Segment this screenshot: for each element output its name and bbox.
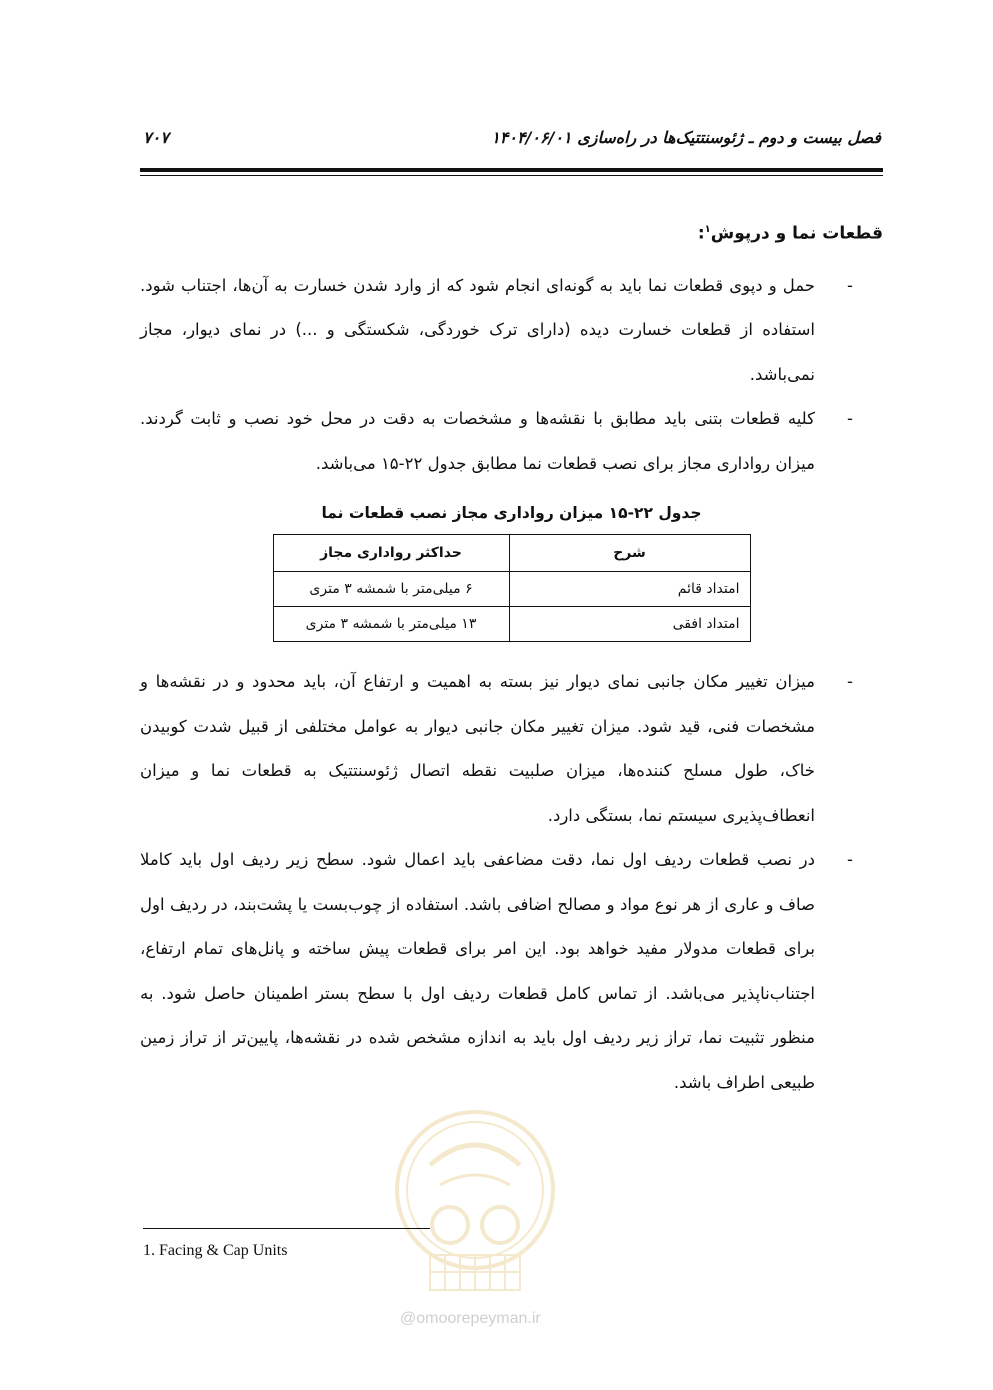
table-cell-description: امتداد افقی [509, 607, 750, 642]
list-item-text: حمل و دپوی قطعات نما باید به گونه‌ای انجام شود که از وارد شدن خسارت به آن‌ها، اجتناب شود. استفاده از قطعات خسارت دیده (دارای ترک خوردگی، شکستگی و ...) در نمای دیوار، مجاز نمی‌باشد. [140, 275, 815, 384]
table-caption: جدول ۲۲-۱۵ میزان رواداری مجاز نصب قطعات نما [321, 504, 702, 523]
table-row [273, 572, 750, 607]
list-item [140, 838, 883, 1105]
footnote-separator [143, 1228, 430, 1229]
header-rule-thin [140, 175, 883, 176]
list-item [140, 264, 883, 398]
table-header-description: شرح [509, 535, 750, 572]
bullet-dash: - [847, 672, 853, 692]
tolerance-table [273, 534, 751, 642]
bullet-list-top [140, 264, 883, 487]
list-item-text: میزان تغییر مکان جانبی نمای دیوار نیز بسته به اهمیت و ارتفاع آن، باید محدود و در نقشه‌ها و مشخصات فنی، قید شود. میزان تغییر مکان جانبی دیوار به عوامل مختلفی از قبیل شدت کوبیدن خاک، طول مسلح کننده‌ها، میزان صلبیت نقطه اتصال ژئوسنتتیک به قطعات نما و میزان انعطاف‌پذیری سیستم نما، بستگی دارد. [140, 672, 815, 825]
table-header-tolerance: حداکثر رواداری مجاز [273, 535, 509, 572]
bullet-list-bottom [140, 660, 883, 1105]
table-cell-tolerance: ۱۳ میلی‌متر با شمشه ۳ متری [273, 607, 509, 642]
header-rule-thick [140, 168, 883, 172]
footnote: 1. Facing & Cap Units [143, 1242, 288, 1259]
watermark-text: @omoorepeyman.ir [400, 1310, 541, 1327]
section-heading [140, 212, 883, 252]
bullet-dash: - [847, 850, 853, 870]
watermark-seal-logo [390, 1105, 560, 1305]
table-cell-description: امتداد قائم [509, 572, 750, 607]
list-item [140, 660, 883, 838]
bullet-dash: - [847, 409, 853, 429]
page-body [140, 212, 883, 1105]
running-header-title: فصل بیست و دوم ـ ژئوسنتتیک‌ها در راه‌سازی ۱۴۰۴/۰۶/۰۱ [491, 128, 881, 147]
list-item-text: در نصب قطعات ردیف اول نما، دقت مضاعفی باید اعمال شود. سطح زیر ردیف اول باید کاملا صاف و عاری از هر نوع مواد و مصالح اضافی باشد. استفاده از چوب‌بست یا پشت‌بند، در ردیف اول برای قطعات مدولار مفید خواهد بود. این امر برای قطعات پیش ساخته و پانل‌های تمام ارتفاع، اجتناب‌ناپذیر می‌باشد. از تماس کامل قطعات ردیف اول با سطح بستر اطمینان حاصل شود. به منظور تثبیت نما، تراز زیر ردیف اول باید به اندازه مشخص شده در نقشه‌ها، پایین‌تر از تراز زمین طبیعی اطراف باشد. [140, 850, 815, 1092]
bullet-dash: - [847, 275, 853, 295]
list-item-text: کلیه قطعات بتنی باید مطابق با نقشه‌ها و مشخصات به دقت در محل خود نصب و ثابت گردند. میزان رواداری مجاز برای نصب قطعات نما مطابق جدول ۲۲-۱۵ می‌باشد. [140, 409, 815, 473]
section-heading-colon: : [697, 223, 705, 244]
table-header-row [273, 535, 750, 572]
table-row [273, 607, 750, 642]
section-heading-text: قطعات نما و درپوش [710, 223, 883, 244]
table-cell-tolerance: ۶ میلی‌متر با شمشه ۳ متری [273, 572, 509, 607]
page-number: ۷۰۷ [143, 128, 169, 147]
footnote-reference[interactable]: ۱ [704, 224, 711, 235]
list-item [140, 397, 883, 486]
